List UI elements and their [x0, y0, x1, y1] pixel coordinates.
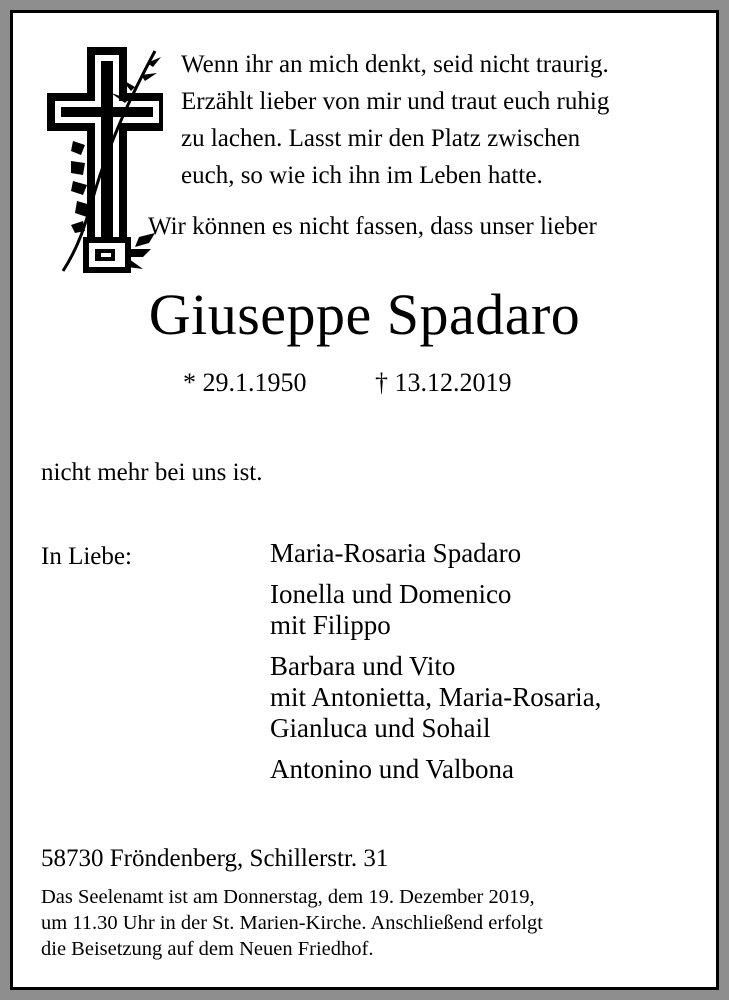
mourner-line: Barbara und Vito [270, 651, 456, 681]
poem-line: euch, so wie ich ihn im Leben hatte. [181, 162, 543, 189]
notice-line: Das Seelenamt ist am Donnerstag, dem 19. Dezember 2019, [41, 886, 535, 908]
death-date: † 13.12.2019 [375, 368, 512, 397]
mourners-list [270, 538, 601, 795]
mourner-line: Ionella und Domenico [270, 579, 512, 609]
address: 58730 Fröndenberg, Schillerstr. 31 [41, 845, 389, 872]
obituary-notice [13, 13, 716, 987]
mourner-group [270, 651, 601, 744]
poem-line: zu lachen. Lasst mir den Platz zwischen [181, 125, 581, 152]
poem-line: Wenn ihr an mich denkt, seid nicht traurig. [181, 51, 609, 78]
birth-date: * 29.1.1950 [183, 368, 307, 397]
mourner-line: Maria-Rosaria Spadaro [270, 538, 522, 568]
mourner-group [270, 538, 601, 569]
mourner-group [270, 579, 601, 641]
notice-line: die Beisetzung auf dem Neuen Friedhof. [41, 938, 374, 960]
mourner-line: mit Antonietta, Maria-Rosaria, [270, 682, 602, 712]
notice-line: um 11.30 Uhr in der St. Marien-Kirche. Anschließend erfolgt [41, 912, 543, 934]
mourner-line: Gianluca und Sohail [270, 713, 491, 743]
mourners-label: In Liebe: [41, 543, 132, 570]
funeral-notice [41, 884, 543, 962]
deceased-name: Giuseppe Spadaro [148, 282, 581, 347]
poem-line: Erzählt lieber von mir und traut euch ruhig [181, 88, 610, 115]
mourner-group [270, 754, 601, 785]
mourner-line: Antonino und Valbona [270, 754, 514, 784]
intro-text: Wir können es nicht fassen, dass unser lieber [148, 213, 597, 240]
black-border [10, 10, 719, 990]
poem [181, 46, 609, 194]
cross-with-palm-branch-icon [43, 41, 163, 277]
mourner-line: mit Filippo [270, 610, 391, 640]
body-text: nicht mehr bei uns ist. [41, 459, 263, 486]
